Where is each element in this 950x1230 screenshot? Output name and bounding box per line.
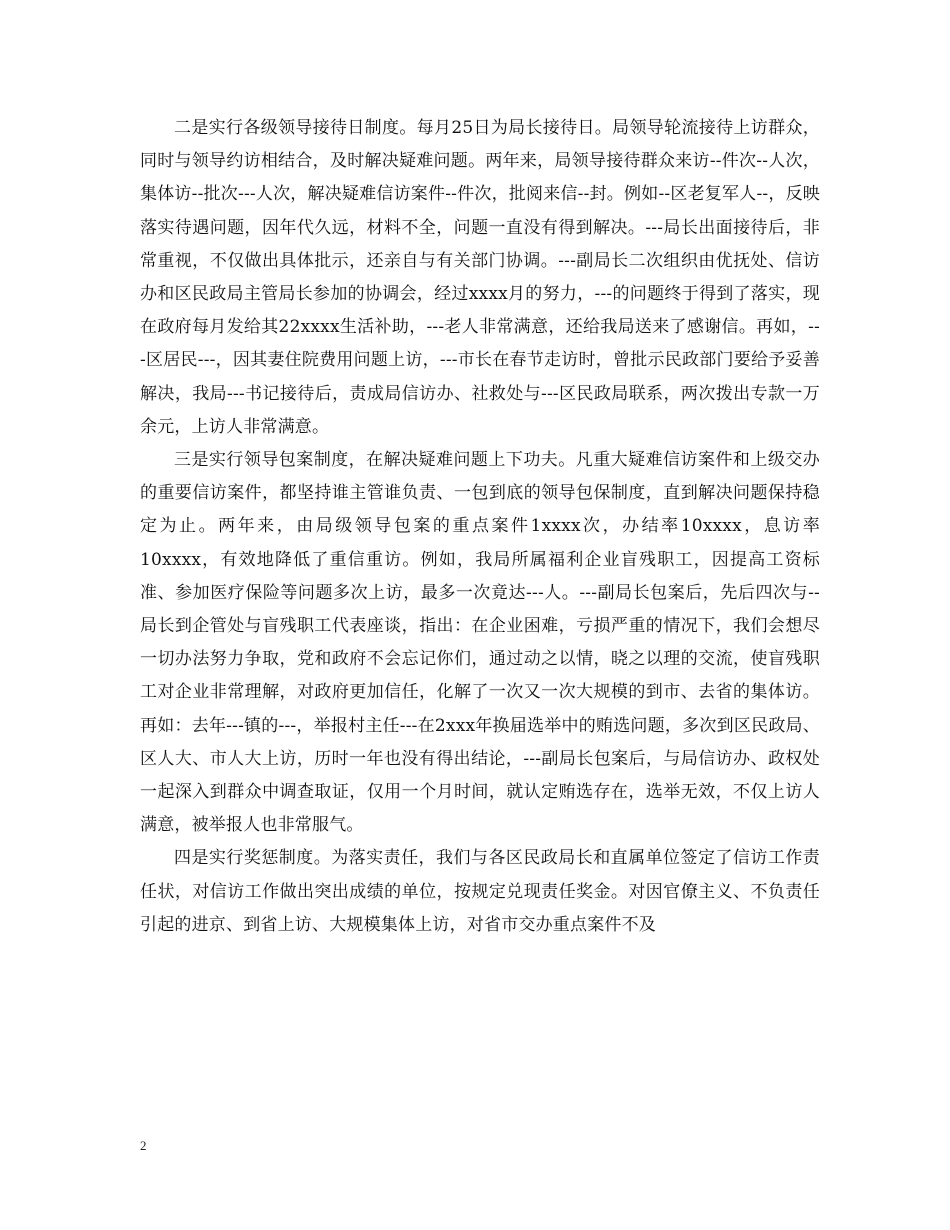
paragraph-reward-punishment: 四是实行奖惩制度。为落实责任，我们与各区民政局长和直属单位签定了信访工作责任状，对信访工作做出突出成绩的单位，按规定兑现责任奖金。对因官僚主义、不负责任引起的进京、到省上访、大规模集体上访，对省市交办重点案件不及 — [140, 848, 820, 935]
page-number: 2 — [140, 1138, 147, 1153]
paragraph-leader-case-responsibility: 三是实行领导包案制度，在解决疑难问题上下功夫。凡重大疑难信访案件和上级交办的重要信访案件，都坚持谁主管谁负责、一包到底的领导包保制度，直到解决问题保持稳定为止。两年来，由局级领导包案的重点案件1xxxx次，办结率10xxxx，息访率10xxxx，有效地降低了重信重访。例如，我局所属福利企业盲残职工，因提高工资标准、参加医疗保险等问题多次上访，最多一次竟达---人。---副局长包案后，先后四次与--局长到企管处与盲残职工代表座谈，指出：在企业困难，亏损严重的情况下，我们会想尽一切办法努力争取，党和政府不会忘记你们，通过动之以情，晓之以理的交流，使盲残职工对企业非常理解，对政府更加信任，化解了一次又一次大规模的到市、去省的集体访。再如：去年---镇的---，举报村主任---在2xxx年换届选举中的贿选问题，多次到区民政局、区人大、市人大上访，历时一年也没有得出结论，---副局长包案后，与局信访办、政权处一起深入到群众中调查取证，仅用一个月时间，就认定贿选存在，选举无效，不仅上访人满意，被举报人也非常服气。 — [140, 450, 820, 836]
paragraph-leader-reception-day: 二是实行各级领导接待日制度。每月25日为局长接待日。局领导轮流接待上访群众，同时与领导约访相结合，及时解决疑难问题。两年来，局领导接待群众来访--件次--人次，集体访--批次---人次，解决疑难信访案件--件次，批阅来信--封。例如--区老复军人--，反映落实待遇问题，因年代久远，材料不全，问题一直没有得到解决。---局长出面接待后，非常重视，不仅做出具体批示，还亲自与有关部门协调。---副局长二次组织由优抚处、信访办和区民政局主管局长参加的协调会，经过xxxx月的努力，---的问题终于得到了落实，现在政府每月发给其22xxxx生活补助，---老人非常满意，还给我局送来了感谢信。再如，---区居民---，因其妻住院费用问题上访，---市长在春节走访时，曾批示民政部门要给予妥善解决，我局---书记接待后，责成局信访办、社救处与---区民政局联系，两次拨出专款一万余元，上访人非常满意。 — [140, 118, 820, 437]
document-body — [140, 112, 820, 942]
